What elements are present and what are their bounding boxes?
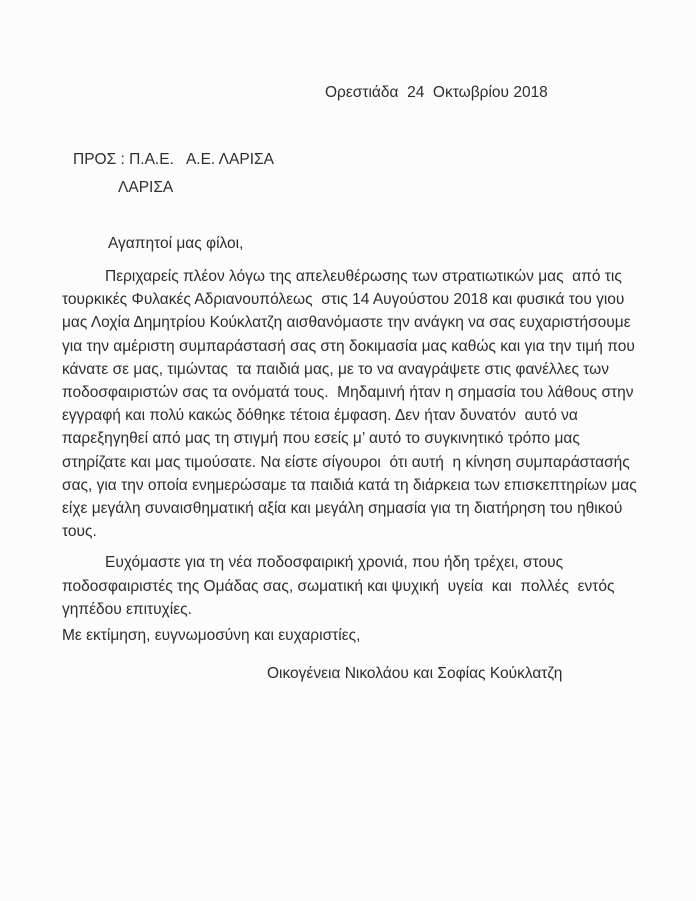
salutation: Αγαπητοί μας φίλοι, (108, 235, 244, 252)
body-paragraph-2 (62, 551, 644, 621)
signature-line: Οικογένεια Νικολάου και Σοφίας Κούκλατζη (267, 665, 563, 683)
text-line: Περιχαρείς πλέον λόγω της απελευθέρωσης των στρατιωτικών μας από τις (105, 268, 622, 285)
text-line: για την αμέριστη συμπαράστασή σας στη δοκιμασία μας καθώς και για την τιμή που (62, 337, 635, 355)
text-line: τους. (62, 523, 97, 541)
text-line: Ευχόμαστε για τη νέα ποδοσφαιρική χρονιά, που ήδη τρέχει, στους (105, 554, 564, 572)
text-line: τουρκικές Φυλακές Αδριανουπόλεως στις 14 Αυγούστου 2018 και φυσικά του γιου (62, 291, 625, 309)
text-line: κάνατε σε μας, τιμώντας τα παιδιά μας, με το να αναγράψετε στις φανέλλες των (62, 360, 610, 378)
text-line: εγγραφή και πολύ κακώς δόθηκε τέτοια έμφαση. Δεν ήταν δυνατόν αυτό να (62, 407, 578, 425)
text-line: είχε μεγάλη συναισθηματική αξία και μεγάλη σημασία για τη διατήρηση του ηθικού (62, 500, 623, 518)
text-line: ΠΡΟΣ : Π.Α.Ε. Α.Ε. ΛΑΡΙΣΑ (73, 151, 274, 168)
body-paragraph-1 (62, 265, 644, 543)
text-line: παρεξηγηθεί από μας τη στιγμή που εσείς μ’ αυτό το συγκινητικό τρόπο μας (62, 430, 580, 448)
closing-line: Με εκτίμηση, ευγνωμοσύνη και ευχαριστίες, (62, 627, 361, 645)
text-line: μας Λοχία Δημητρίου Κούκλατζη αισθανόμαστε την ανάγκη να σας ευχαριστήσουμε (62, 314, 631, 332)
text-line: σας, για την οποία ενημερώσαμε τα παιδιά κατά τη διάρκεια των επισκεπτηρίων μας (62, 476, 637, 494)
text-line: γηπέδου επιτυχίες. (62, 600, 192, 618)
recipient-block (73, 146, 644, 202)
text-line: στηρίζατε και μας τιμούσατε. Να είστε σίγουροι ότι αυτή η κίνηση συμπαράστασής (62, 453, 630, 471)
text-line: ΛΑΡΙΣΑ (118, 179, 174, 196)
date-line: Ορεστιάδα 24 Οκτωβρίου 2018 (325, 84, 548, 101)
text-line: ποδοσφαιριστών σας τα ονόματά τους. Μηδαμινή ήταν η σημασία του λάθους στην (62, 384, 634, 402)
text-line: ποδοσφαιριστές της Ομάδας σας, σωματική και ψυχική υγεία και πολλές εντός (62, 577, 615, 595)
